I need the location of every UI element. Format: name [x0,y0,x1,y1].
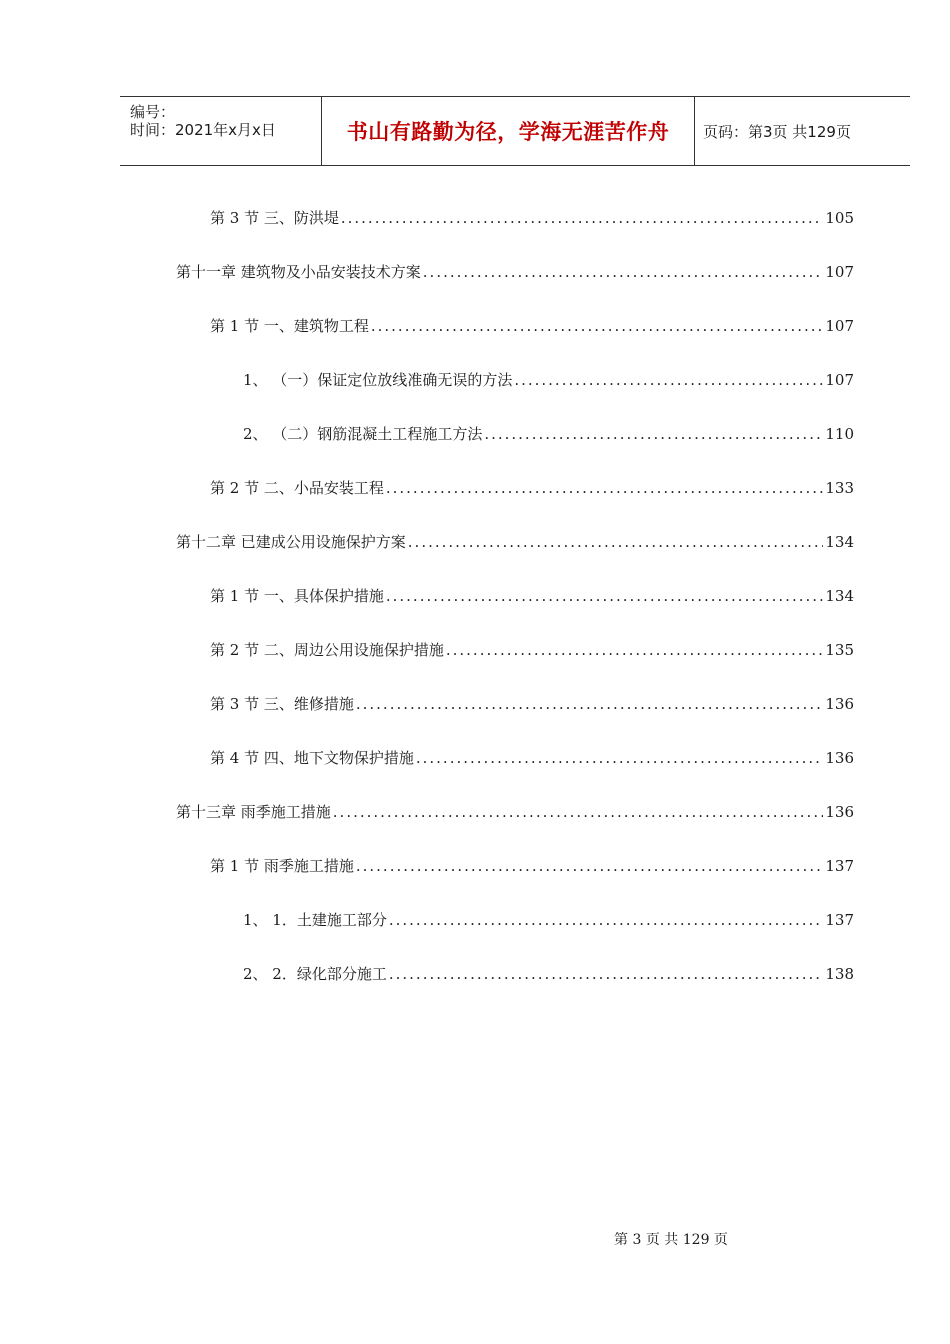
toc-entry-page: 137 [825,857,854,875]
toc-entry-title: 2、 （二）钢筋混凝土工程施工方法 [243,425,483,443]
toc-leader-dots [341,209,824,227]
toc-entry[interactable] [176,531,854,555]
toc-entry-page: 107 [825,371,854,389]
toc-entry-title: 第 1 节 一、具体保护措施 [210,587,384,605]
toc-entry-title: 第 2 节 二、周边公用设施保护措施 [210,641,444,659]
toc-entry[interactable] [176,261,854,285]
toc-entry-title: 第 1 节 雨季施工措施 [210,857,354,875]
toc-leader-dots [386,587,824,605]
toc-entry[interactable] [210,693,854,717]
toc-leader-dots [423,263,824,281]
toc-entry-page: 136 [825,803,854,821]
toc-entry-page: 105 [825,209,854,227]
toc-entry-page: 138 [825,965,854,983]
toc-entry[interactable] [210,855,854,879]
toc-entry[interactable] [210,639,854,663]
header-motto-cell [322,97,695,165]
number-label: 编号： [130,103,176,121]
toc-leader-dots [356,857,824,875]
toc-leader-dots [386,479,824,497]
toc-entry[interactable] [243,963,854,987]
toc-entry-page: 137 [825,911,854,929]
toc-entry-title: 1、 （一）保证定位放线准确无误的方法 [243,371,513,389]
toc-leader-dots [484,425,823,443]
toc-entry-page: 110 [825,425,854,443]
toc-entry[interactable] [243,909,854,933]
toc-entry-title: 2、 2．绿化部分施工 [243,965,387,983]
toc-entry[interactable] [210,747,854,771]
toc-leader-dots [333,803,824,821]
toc-leader-dots [389,911,824,929]
toc-entry-title: 第十一章 建筑物及小品安装技术方案 [176,263,421,281]
time-label: 时间：2021年x月x日 [130,121,276,139]
toc-leader-dots [371,317,824,335]
toc-entry-title: 第十二章 已建成公用设施保护方案 [176,533,406,551]
toc-entry-title: 第 4 节 四、地下文物保护措施 [210,749,414,767]
toc-entry-title: 第 2 节 二、小品安装工程 [210,479,384,497]
toc-entry-title: 第十三章 雨季施工措施 [176,803,331,821]
motto-text: 书山有路勤为径，学海无涯苦作舟 [346,120,670,144]
toc-entry[interactable] [210,477,854,501]
footer-page-number: 第 3 页 共 129 页 [614,1232,728,1248]
toc-entry-page: 107 [825,317,854,335]
toc-entry[interactable] [210,315,854,339]
toc-leader-dots [408,533,824,551]
toc-leader-dots [416,749,824,767]
toc-entry[interactable] [210,585,854,609]
page-info: 页码：第3页 共129页 [703,122,851,141]
toc-entry-title: 第 3 节 三、维修措施 [210,695,354,713]
toc-leader-dots [446,641,824,659]
toc-entry[interactable] [176,801,854,825]
toc-entry-page: 134 [825,587,854,605]
toc-entry-title: 1、 1．土建施工部分 [243,911,387,929]
page-footer [0,1229,950,1249]
toc-leader-dots [389,965,824,983]
toc-entry-title: 第 1 节 一、建筑物工程 [210,317,369,335]
document-header [120,96,910,166]
toc-entry-page: 134 [825,533,854,551]
header-meta-cell [120,97,322,165]
toc-entry[interactable] [243,423,854,447]
toc-entry[interactable] [210,207,854,231]
toc-entry-page: 136 [825,695,854,713]
toc-entry-page: 133 [825,479,854,497]
toc-leader-dots [514,371,823,389]
toc-entry[interactable] [243,369,854,393]
toc-leader-dots [356,695,824,713]
toc-entry-page: 107 [825,263,854,281]
toc-entry-page: 136 [825,749,854,767]
toc-entry-title: 第 3 节 三、防洪堤 [210,209,339,227]
toc-entry-page: 135 [825,641,854,659]
